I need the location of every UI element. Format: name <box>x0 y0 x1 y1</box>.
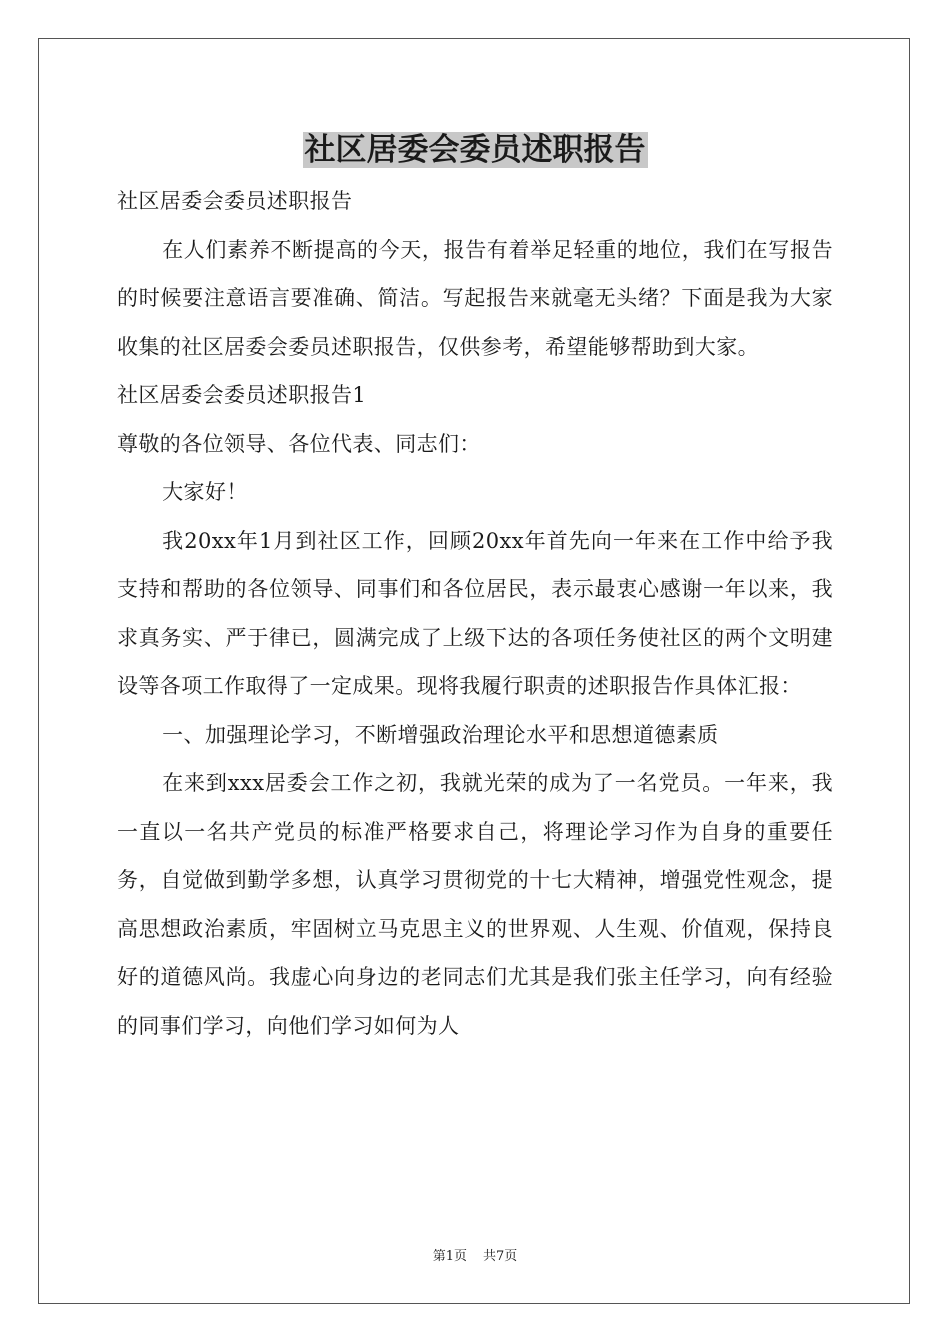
intro-paragraph: 在人们素养不断提高的今天，报告有着举足轻重的地位，我们在写报告的时候要注意语言要准确、简洁。写起报告来就毫无头绪？下面是我为大家收集的社区居委会委员述职报告，仅供参考，希望能够帮助到大家。 <box>117 237 833 359</box>
subsection-heading: 一、加强理论学习，不断增强政治理论水平和思想道德素质 <box>162 722 719 747</box>
salutation: 尊敬的各位领导、各位代表、同志们： <box>117 431 481 456</box>
subtitle-line: 社区居委会委员述职报告 <box>117 189 353 213</box>
page-footer <box>0 1248 950 1266</box>
page-total: 共7页 <box>483 1249 518 1264</box>
title-text: 社区居委会委员述职报告 <box>304 132 646 168</box>
body-paragraph: 在来到xxx居委会工作之初，我就光荣的成为了一名党员。一年来，我一直以一名共产党员的标准严格要求自己，将理论学习作为自身的重要任务，自觉做到勤学多想，认真学习贯彻党的十七大精神，增强党性观念，提高思想政治素质，牢固树立马克思主义的世界观、人生观、价值观，保持良好的道德风尚。我虚心向身边的老同志们尤其是我们张主任学习，向有经验的同事们学习，向他们学习如何为人 <box>117 771 833 1038</box>
document-body <box>117 177 833 1050</box>
page-number: 第1页 <box>432 1249 467 1264</box>
document-title <box>0 126 950 174</box>
section-heading: 社区居委会委员述职报告1 <box>117 383 367 407</box>
body-paragraph: 我20xx年1月到社区工作，回顾20xx年首先向一年来在工作中给予我支持和帮助的各位领导、同事们和各位居民，表示最衷心感谢一年以来，我求真务实、严于律已，圆满完成了上级下达的各项任务使社区的两个文明建设等各项工作取得了一定成果。现将我履行职责的述职报告作具体汇报： <box>117 528 833 698</box>
greeting: 大家好！ <box>162 480 248 504</box>
